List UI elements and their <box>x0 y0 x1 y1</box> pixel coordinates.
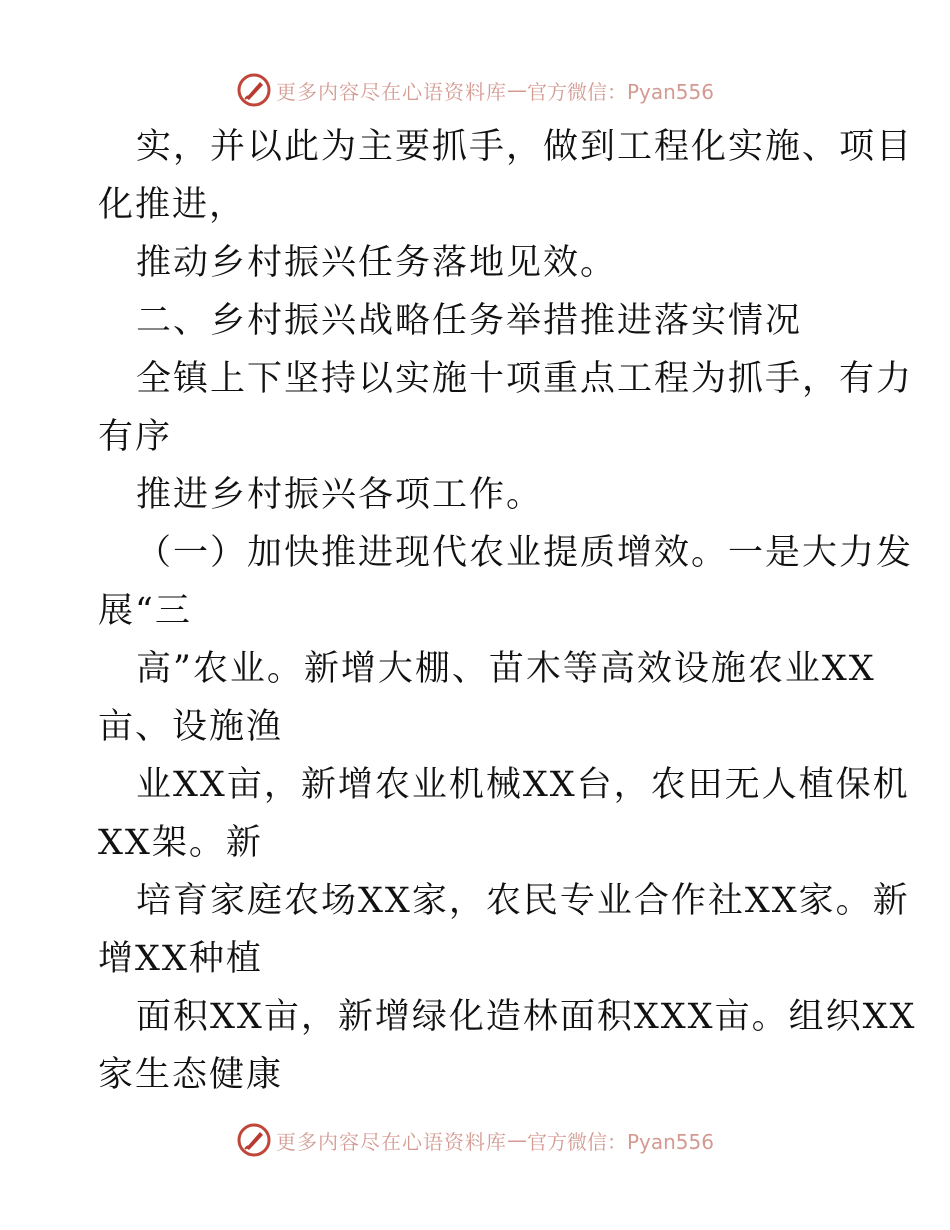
paragraph-line: 展“三 <box>98 591 192 631</box>
watermark-separator: — <box>506 1128 527 1152</box>
paragraph-line: 增XX种植 <box>98 939 263 979</box>
paragraph-line: 培育家庭农场XX家，农民专业合作社XX家。新 <box>136 881 910 921</box>
document-body <box>98 118 917 1104</box>
paragraph-line: （一）加快推进现代农业提质增效。一是大力发 <box>136 533 914 573</box>
paragraph-line: 推进乡村振兴各项工作。 <box>136 475 544 515</box>
watermark-text: 更多内容尽在心语资料库 <box>275 1129 507 1154</box>
paragraph-line: 面积XX亩，新增绿化造林面积XXX亩。组织XX <box>136 997 917 1037</box>
paragraph-line: 推动乡村振兴任务落地见效。 <box>136 243 618 283</box>
paragraph-line: 业XX亩，新增农业机械XX台，农田无人植保机 <box>136 765 910 805</box>
paragraph-line: 实，并以此为主要抓手，做到工程化实施、项目 <box>136 127 914 167</box>
watermark-contact: 官方微信：Pyan556 <box>526 79 714 104</box>
paragraph-line: 化推进， <box>98 185 247 225</box>
section-heading: 二、乡村振兴战略任务举措推进落实情况 <box>136 301 803 341</box>
watermark-text: 更多内容尽在心语资料库 <box>275 79 507 104</box>
header-watermark <box>0 70 950 110</box>
paragraph-line: 家生态健康 <box>98 1055 284 1095</box>
quill-logo-icon <box>236 1122 272 1158</box>
paragraph-line: 有序 <box>98 417 173 457</box>
footer-watermark <box>0 1120 950 1160</box>
quill-logo-icon <box>236 72 272 108</box>
paragraph-line: XX架。新 <box>98 823 263 863</box>
paragraph-line: 高”农业。新增大棚、苗木等高效设施农业XX <box>136 649 876 689</box>
watermark-separator: — <box>506 78 527 102</box>
paragraph-line: 亩、设施渔 <box>98 707 284 747</box>
watermark-contact: 官方微信：Pyan556 <box>526 1129 714 1154</box>
paragraph-line: 全镇上下坚持以实施十项重点工程为抓手，有力 <box>136 359 914 399</box>
